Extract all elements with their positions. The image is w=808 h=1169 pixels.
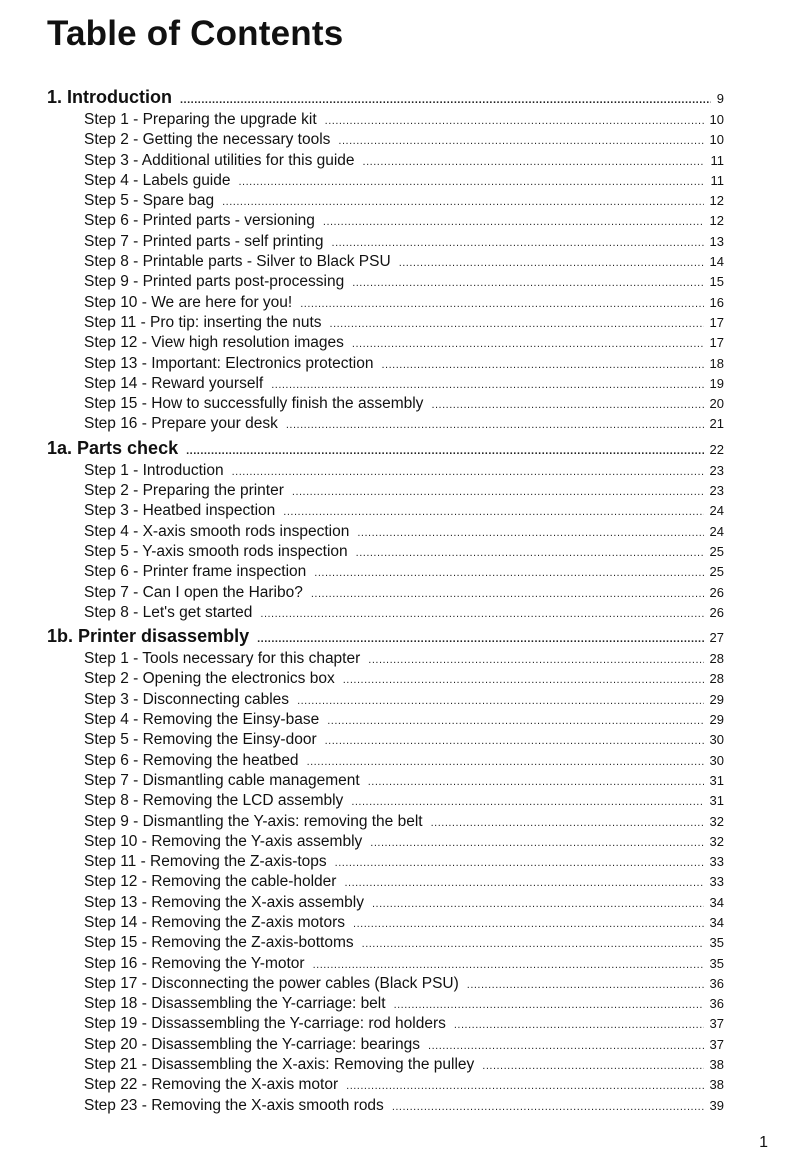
dot-leader: [325, 111, 704, 129]
dot-leader: [372, 894, 704, 912]
toc-step-entry[interactable]: [47, 711, 724, 731]
toc-step-entry[interactable]: [47, 131, 724, 151]
dot-leader: [232, 462, 704, 480]
step-page-number: 31: [709, 772, 724, 788]
step-page-number: 33: [709, 854, 724, 870]
step-page-number: 30: [709, 732, 724, 748]
step-title: Step 10 - Removing the Y-axis assembly: [84, 832, 363, 850]
toc-step-entry[interactable]: [47, 192, 724, 212]
step-page-number: 39: [709, 1097, 724, 1113]
toc-step-entry[interactable]: [47, 233, 724, 253]
step-page-number: 29: [709, 712, 724, 728]
dot-leader: [392, 1097, 704, 1115]
dot-leader: [286, 415, 704, 433]
dot-leader: [325, 731, 704, 749]
step-page-number: 20: [709, 396, 724, 412]
toc-step-entry[interactable]: [47, 212, 724, 232]
toc-step-entry[interactable]: [47, 691, 724, 711]
step-title: Step 9 - Dismantling the Y-axis: removing the belt: [84, 812, 423, 830]
step-title: Step 8 - Printable parts - Silver to Black PSU: [84, 253, 391, 271]
dot-leader: [454, 1015, 704, 1033]
dot-leader: [353, 914, 704, 932]
step-title: Step 18 - Disassembling the Y-carriage: belt: [84, 995, 386, 1013]
dot-leader: [344, 873, 703, 891]
dot-leader: [222, 192, 703, 210]
step-title: Step 6 - Removing the heatbed: [84, 751, 299, 769]
step-title: Step 13 - Removing the X-axis assembly: [84, 893, 364, 911]
chapter-title: 1b. Printer disassembly: [47, 626, 250, 647]
step-title: Step 10 - We are here for you!: [84, 293, 293, 311]
toc-step-entry[interactable]: [47, 152, 724, 172]
step-title: Step 12 - View high resolution images: [84, 334, 344, 352]
toc-step-entry[interactable]: [47, 502, 724, 522]
dot-leader: [180, 87, 711, 108]
step-title: Step 4 - Removing the Einsy-base: [84, 711, 320, 729]
dot-leader: [260, 604, 703, 622]
dot-leader: [335, 853, 704, 871]
toc-step-entry[interactable]: [47, 1036, 724, 1056]
toc-step-entry[interactable]: [47, 415, 724, 435]
step-page-number: 15: [709, 274, 724, 290]
step-title: Step 7 - Printed parts - self printing: [84, 232, 324, 250]
step-title: Step 15 - How to successfully finish the assembly: [84, 395, 424, 413]
step-title: Step 4 - Labels guide: [84, 171, 231, 189]
step-title: Step 6 - Printed parts - versioning: [84, 212, 315, 230]
step-page-number: 12: [709, 193, 724, 209]
toc-step-entry[interactable]: [47, 833, 724, 853]
dot-leader: [467, 975, 704, 993]
dot-leader: [357, 523, 703, 541]
toc-step-entry[interactable]: [47, 650, 724, 670]
dot-leader: [482, 1056, 703, 1074]
toc-step-entry[interactable]: [47, 584, 724, 604]
toc-step-entry[interactable]: [47, 731, 724, 751]
step-page-number: 28: [709, 671, 724, 687]
dot-leader: [394, 995, 704, 1013]
toc-step-entry[interactable]: [47, 1056, 724, 1076]
toc-step-entry[interactable]: [47, 395, 724, 415]
page-number: 1: [759, 1134, 768, 1151]
step-title: Step 2 - Getting the necessary tools: [84, 131, 331, 149]
step-title: Step 5 - Removing the Einsy-door: [84, 731, 317, 749]
step-title: Step 3 - Disconnecting cables: [84, 690, 290, 708]
toc-step-entry[interactable]: [47, 955, 724, 975]
toc-step-entry[interactable]: [47, 1097, 724, 1117]
dot-leader: [283, 502, 703, 520]
step-title: Step 17 - Disconnecting the power cables (Black PSU): [84, 974, 459, 992]
step-page-number: 24: [709, 523, 724, 539]
dot-leader: [368, 772, 704, 790]
step-page-number: 14: [709, 254, 724, 270]
step-page-number: 32: [709, 833, 724, 849]
step-page-number: 18: [709, 355, 724, 371]
dot-leader: [352, 334, 704, 352]
step-page-number: 21: [709, 416, 724, 432]
toc-chapter-entry[interactable]: [47, 438, 724, 462]
toc-step-entry[interactable]: [47, 482, 724, 502]
step-page-number: 34: [709, 914, 724, 930]
dot-leader: [186, 438, 703, 459]
step-page-number: 34: [709, 894, 724, 910]
step-title: Step 8 - Removing the LCD assembly: [84, 792, 344, 810]
toc-step-entry[interactable]: [47, 752, 724, 772]
step-title: Step 11 - Pro tip: inserting the nuts: [84, 313, 322, 331]
table-of-contents: [47, 85, 724, 1117]
toc-step-entry[interactable]: [47, 543, 724, 563]
chapter-page-number: 22: [709, 441, 724, 457]
dot-leader: [271, 375, 703, 393]
step-title: Step 3 - Heatbed inspection: [84, 502, 276, 520]
step-page-number: 28: [709, 651, 724, 667]
dot-leader: [297, 691, 703, 709]
step-page-number: 38: [709, 1057, 724, 1073]
step-title: Step 1 - Tools necessary for this chapter: [84, 650, 361, 668]
step-page-number: 26: [709, 584, 724, 600]
step-title: Step 21 - Disassembling the X-axis: Removing the pulley: [84, 1056, 475, 1074]
dot-leader: [338, 131, 703, 149]
dot-leader: [351, 792, 703, 810]
step-page-number: 31: [709, 793, 724, 809]
toc-step-entry[interactable]: [47, 273, 724, 293]
toc-step-entry[interactable]: [47, 355, 724, 375]
dot-leader: [431, 813, 704, 831]
step-page-number: 32: [709, 813, 724, 829]
step-page-number: 13: [709, 233, 724, 249]
toc-step-entry[interactable]: [47, 462, 724, 482]
dot-leader: [343, 670, 704, 688]
step-title: Step 1 - Introduction: [84, 461, 224, 479]
toc-step-entry[interactable]: [47, 604, 724, 624]
dot-leader: [330, 314, 704, 332]
step-title: Step 9 - Printed parts post-processing: [84, 273, 345, 291]
toc-step-entry[interactable]: [47, 670, 724, 690]
toc-step-entry[interactable]: [47, 334, 724, 354]
dot-leader: [311, 584, 704, 602]
step-page-number: 33: [709, 874, 724, 890]
step-title: Step 14 - Removing the Z-axis motors: [84, 913, 346, 931]
chapter-page-number: 27: [709, 630, 724, 646]
toc-step-entry[interactable]: [47, 1015, 724, 1035]
dot-leader: [313, 955, 704, 973]
step-page-number: 12: [709, 213, 724, 229]
step-title: Step 14 - Reward yourself: [84, 374, 264, 392]
dot-leader: [368, 650, 703, 668]
step-title: Step 12 - Removing the cable-holder: [84, 873, 337, 891]
step-page-number: 23: [709, 462, 724, 478]
chapter-page-number: 9: [716, 91, 724, 106]
toc-step-entry[interactable]: [47, 995, 724, 1015]
dot-leader: [327, 711, 703, 729]
dot-leader: [300, 294, 703, 312]
toc-step-entry[interactable]: [47, 253, 724, 273]
step-title: Step 20 - Disassembling the Y-carriage: bearings: [84, 1035, 421, 1053]
chapter-title: 1a. Parts check: [47, 437, 179, 458]
dot-leader: [381, 355, 703, 373]
step-page-number: 35: [709, 935, 724, 951]
toc-step-entry[interactable]: [47, 792, 724, 812]
step-page-number: 19: [709, 375, 724, 391]
step-title: Step 1 - Preparing the upgrade kit: [84, 111, 317, 128]
dot-leader: [352, 273, 703, 291]
step-page-number: 11: [710, 152, 724, 168]
chapter-title: 1. Introduction: [47, 87, 172, 107]
toc-step-entry[interactable]: [47, 914, 724, 934]
step-title: Step 5 - Spare bag: [84, 192, 215, 210]
step-page-number: 24: [709, 503, 724, 519]
toc-step-entry[interactable]: [47, 813, 724, 833]
dot-leader: [323, 212, 704, 230]
dot-leader: [428, 1036, 704, 1054]
toc-step-entry[interactable]: [47, 172, 724, 192]
dot-leader: [257, 626, 703, 647]
dot-leader: [346, 1076, 703, 1094]
toc-chapter-entry[interactable]: [47, 87, 724, 111]
step-title: Step 11 - Removing the Z-axis-tops: [84, 853, 327, 871]
toc-step-entry[interactable]: [47, 294, 724, 314]
step-page-number: 35: [709, 955, 724, 971]
step-title: Step 23 - Removing the X-axis smooth rods: [84, 1096, 384, 1114]
step-title: Step 7 - Can I open the Haribo?: [84, 583, 303, 601]
step-page-number: 26: [709, 604, 724, 620]
dot-leader: [362, 934, 704, 952]
step-title: Step 8 - Let's get started: [84, 603, 253, 621]
page-title: Table of Contents: [47, 14, 344, 53]
toc-step-entry[interactable]: [47, 975, 724, 995]
dot-leader: [399, 253, 704, 271]
step-page-number: 10: [709, 132, 724, 148]
step-title: Step 2 - Preparing the printer: [84, 482, 284, 500]
toc-step-entry[interactable]: [47, 934, 724, 954]
step-title: Step 5 - Y-axis smooth rods inspection: [84, 542, 348, 560]
step-page-number: 36: [709, 996, 724, 1012]
dot-leader: [363, 152, 705, 170]
step-title: Step 4 - X-axis smooth rods inspection: [84, 522, 350, 540]
dot-leader: [431, 395, 703, 413]
toc-step-entry[interactable]: [47, 563, 724, 583]
step-page-number: 37: [709, 1016, 724, 1032]
step-title: Step 7 - Dismantling cable management: [84, 771, 360, 789]
step-title: Step 6 - Printer frame inspection: [84, 563, 307, 581]
step-title: Step 16 - Prepare your desk: [84, 415, 278, 433]
toc-chapter-entry[interactable]: [47, 626, 724, 650]
dot-leader: [332, 233, 704, 251]
dot-leader: [370, 833, 703, 851]
toc-step-entry[interactable]: [47, 894, 724, 914]
dot-leader: [314, 563, 703, 581]
step-title: Step 2 - Opening the electronics box: [84, 670, 335, 688]
dot-leader: [239, 172, 705, 190]
step-page-number: 16: [709, 294, 724, 310]
step-page-number: 25: [709, 543, 724, 559]
step-page-number: 11: [710, 172, 724, 188]
step-page-number: 17: [709, 314, 724, 330]
toc-step-entry[interactable]: [47, 853, 724, 873]
step-title: Step 13 - Important: Electronics protection: [84, 354, 374, 372]
toc-step-entry[interactable]: [47, 314, 724, 334]
step-page-number: 17: [709, 335, 724, 351]
step-page-number: 30: [709, 752, 724, 768]
toc-step-entry[interactable]: [47, 1076, 724, 1096]
step-page-number: 38: [709, 1077, 724, 1093]
step-page-number: 37: [709, 1036, 724, 1052]
step-page-number: 10: [709, 112, 724, 127]
dot-leader: [307, 752, 704, 770]
dot-leader: [292, 482, 704, 500]
step-title: Step 15 - Removing the Z-axis-bottoms: [84, 934, 354, 952]
step-page-number: 23: [709, 483, 724, 499]
toc-step-entry[interactable]: [47, 523, 724, 543]
toc-step-entry[interactable]: [47, 873, 724, 893]
toc-step-entry[interactable]: [47, 111, 724, 131]
step-title: Step 16 - Removing the Y-motor: [84, 954, 305, 972]
step-title: Step 3 - Additional utilities for this guide: [84, 151, 355, 169]
toc-step-entry[interactable]: [47, 375, 724, 395]
dot-leader: [356, 543, 704, 561]
step-page-number: 29: [709, 691, 724, 707]
step-page-number: 36: [709, 975, 724, 991]
step-title: Step 22 - Removing the X-axis motor: [84, 1076, 339, 1094]
step-page-number: 25: [709, 564, 724, 580]
step-title: Step 19 - Dissassembling the Y-carriage: rod holders: [84, 1015, 446, 1033]
toc-step-entry[interactable]: [47, 772, 724, 792]
